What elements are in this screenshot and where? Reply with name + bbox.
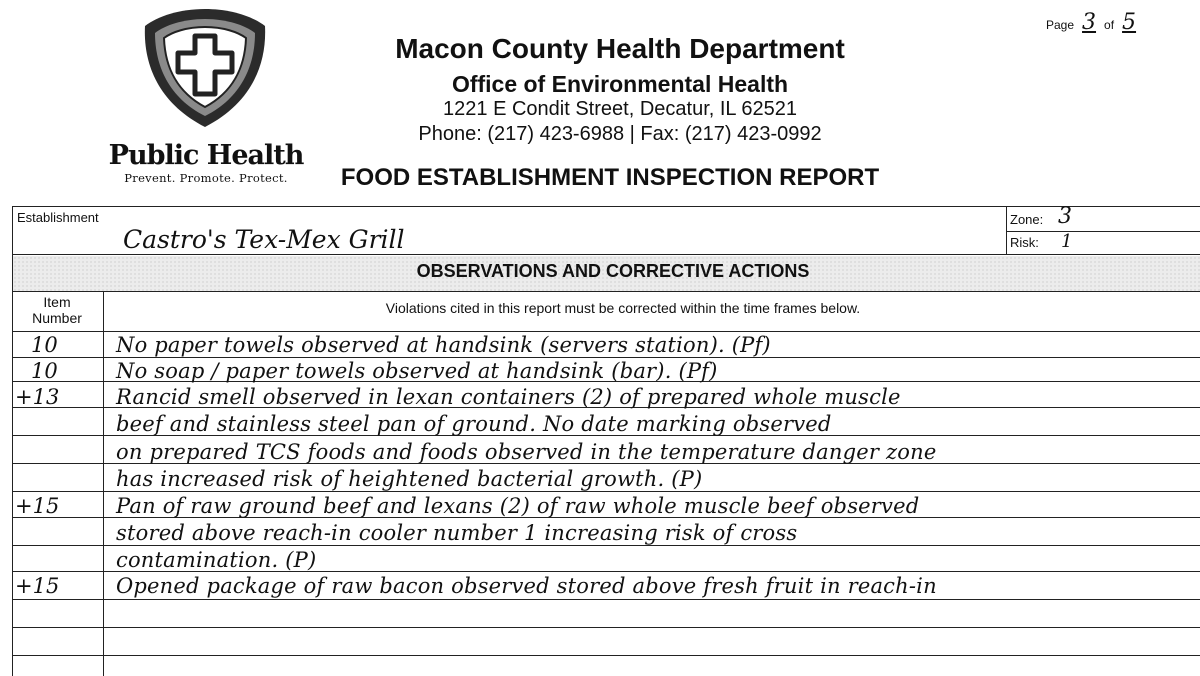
observation-text: on prepared TCS foods and foods observed in the temperature danger zone (116, 440, 937, 464)
office-name: Office of Environmental Health (451, 71, 789, 97)
page-number (1046, 10, 1144, 35)
logo-title: Public Health (108, 140, 304, 171)
section-title: OBSERVATIONS AND CORRECTIVE ACTIONS (416, 261, 810, 281)
observation-text: Opened package of raw bacon observed stored above fresh fruit in reach-in (116, 574, 937, 598)
phone-fax: Phone: (217) 423-6988 | Fax: (217) 423-0992 (418, 123, 822, 145)
report-title: FOOD ESTABLISHMENT INSPECTION REPORT (340, 164, 880, 191)
observation-item: +15 (15, 494, 60, 518)
establishment-value: Castro's Tex-Mex Grill (123, 225, 405, 254)
page-current: 3 (1082, 10, 1097, 35)
page-of-label: of (1104, 18, 1115, 32)
department-name: Macon County Health Department (395, 33, 845, 64)
shield-cross-icon (140, 6, 270, 130)
risk-value: 1 (1061, 231, 1073, 252)
observation-text: No soap / paper towels observed at handsink (bar). (Pf) (116, 359, 718, 383)
item-number-header (13, 294, 101, 326)
item-header-line2: Number (32, 310, 82, 326)
page-label: Page (1046, 18, 1075, 32)
zone-label: Zone: (1010, 212, 1044, 227)
address: 1221 E Condit Street, Decatur, IL 62521 (443, 98, 797, 120)
observation-text: No paper towels observed at handsink (servers station). (Pf) (116, 333, 771, 357)
page-total: 5 (1122, 10, 1137, 35)
public-health-logo (140, 6, 270, 130)
observation-text: Pan of raw ground beef and lexans (2) of raw whole muscle beef observed (116, 494, 920, 518)
observation-text: has increased risk of heightened bacterial growth. (P) (116, 467, 703, 491)
establishment-label: Establishment (17, 210, 99, 225)
observation-item: 10 (31, 333, 58, 357)
observation-item: +13 (15, 385, 60, 409)
corrections-notice: Violations cited in this report must be corrected within the time frames below. (385, 300, 861, 316)
observation-item: 10 (31, 359, 58, 383)
observation-text: stored above reach-in cooler number 1 increasing risk of cross (116, 521, 798, 545)
observation-text: Rancid smell observed in lexan containers (2) of prepared whole muscle (116, 385, 901, 409)
observation-text: beef and stainless steel pan of ground. No date marking observed (116, 412, 832, 436)
logo-tagline: Prevent. Promote. Protect. (124, 171, 288, 185)
observation-text: contamination. (P) (116, 548, 317, 572)
item-header-line1: Item (43, 294, 71, 310)
inspection-form (12, 206, 1200, 676)
observation-item: +15 (15, 574, 60, 598)
risk-label: Risk: (1010, 235, 1039, 250)
zone-value: 3 (1058, 204, 1072, 229)
